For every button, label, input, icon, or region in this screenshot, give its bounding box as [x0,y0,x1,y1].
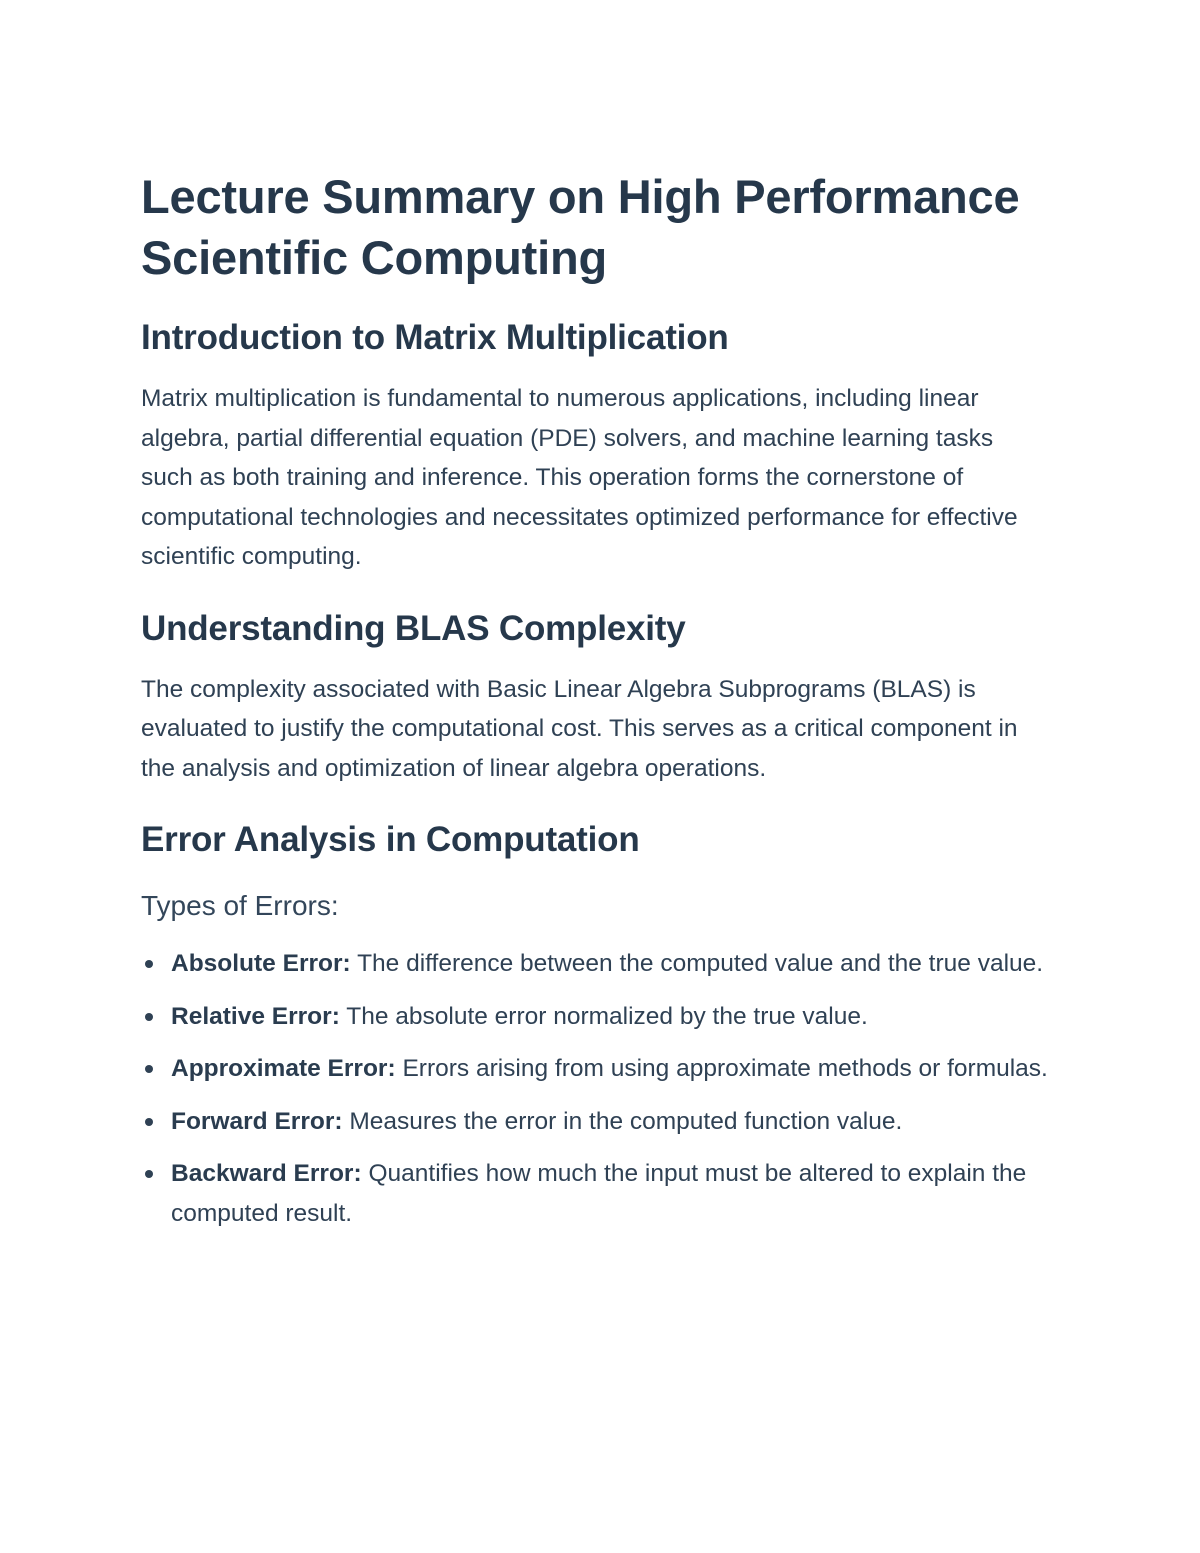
bullet-icon [145,1013,153,1021]
bullet-icon [145,1170,153,1178]
list-item-term: Relative Error [171,1002,332,1030]
list-item-term: Approximate Error [171,1055,388,1082]
list-item-term: Backward Error [171,1160,354,1187]
section-heading: Understanding BLAS Complexity [141,608,686,648]
section-blas-complexity [141,606,1051,789]
section-paragraph: Matrix multiplication is fundamental to numerous applications, including linear algebra, partial differential equation (PDE) solvers, and machine learning tasks such as both training and inference. This operation forms the cornerstone of computational technologies and necessitates optimized performance for effective scientific computing. [141,385,1018,570]
section-heading: Error Analysis in Computation [141,820,640,859]
list-item-separator: : [387,1055,396,1082]
bullet-icon [145,1118,153,1126]
list-item [141,1102,1051,1142]
section-subheading: Types of Errors: [141,890,339,921]
bullet-icon [145,960,153,968]
list-item-separator: : [331,1002,340,1030]
list-item-separator: : [342,950,351,977]
list-item-text: The difference between the computed value and the true value. [350,950,1044,977]
list-item-text: The absolute error normalized by the true value. [339,1002,868,1030]
list-item [141,997,1051,1037]
section-matrix-multiplication [141,315,1051,577]
list-item-separator: : [334,1107,343,1135]
list-item-text: Quantifies how much the input must be altered to explain the computed result. [171,1160,1027,1227]
section-error-analysis [141,817,1051,1233]
bullet-icon [145,1065,153,1073]
section-paragraph: The complexity associated with Basic Linear Algebra Subprograms (BLAS) is evaluated to justify the computational cost. This serves as a critical component in the analysis and optimization of linear algebra operations. [141,675,1018,782]
list-item-text: Measures the error in the computed function value. [342,1107,903,1135]
list-item [141,1049,1051,1089]
error-types-list [141,944,1051,1233]
list-item-term: Forward Error [171,1107,335,1135]
document-page [141,166,1051,1246]
list-item [141,944,1051,984]
list-item-text: Errors arising from using approximate methods or formulas. [395,1055,1048,1082]
list-item [141,1154,1051,1233]
list-item-separator: : [353,1160,362,1187]
section-heading: Introduction to Matrix Multiplication [141,318,729,357]
list-item-term: Absolute Error [171,950,343,977]
document-title: Lecture Summary on High Performance Scientific Computing [141,170,1020,284]
